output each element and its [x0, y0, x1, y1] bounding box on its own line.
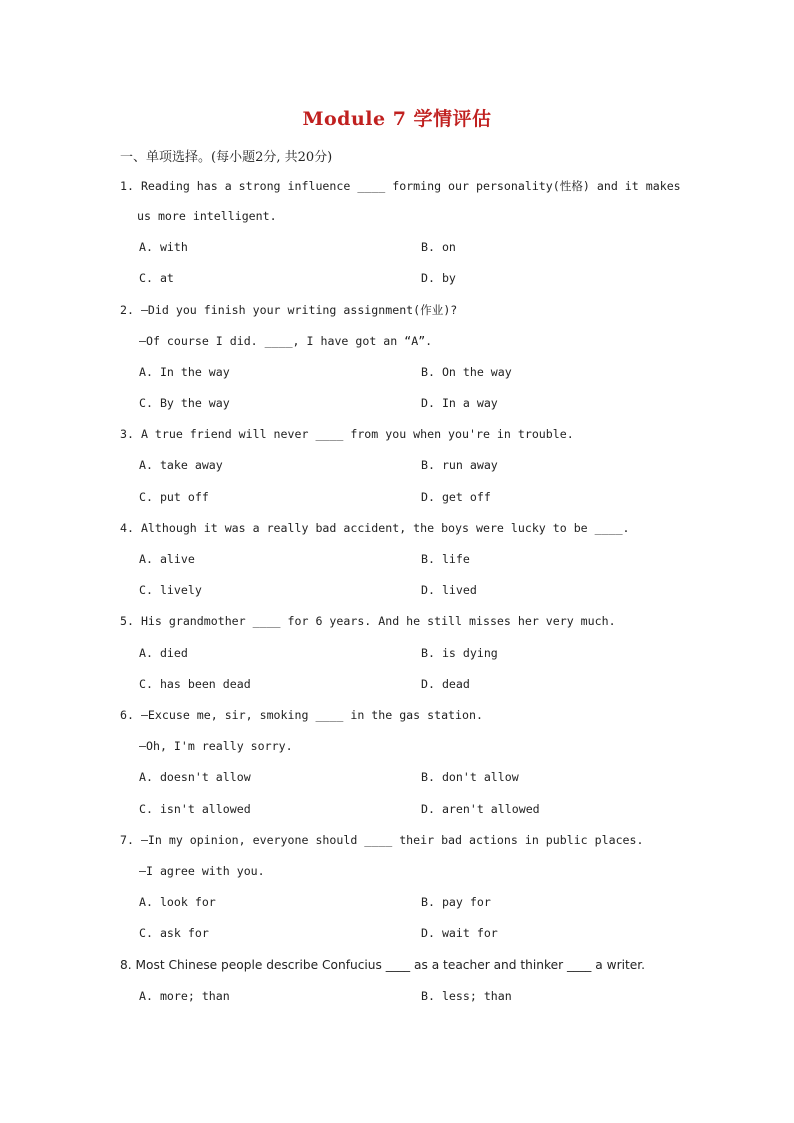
- question-4-option-b: B. life: [421, 552, 470, 566]
- question-6-stem: 6. —Excuse me, sir, smoking ____ in the gas station.: [120, 708, 483, 722]
- question-6-option-c: C. isn't allowed: [139, 802, 251, 816]
- question-5-option-b: B. is dying: [421, 646, 498, 660]
- question-6-option-b: B. don't allow: [421, 770, 519, 784]
- question-4-option-d: D. lived: [421, 583, 477, 597]
- question-1-stem: 1. Reading has a strong influence ____ forming our personality(性格) and it makes: [120, 179, 681, 193]
- question-8-stem: 8. Most Chinese people describe Confucius ____ as a teacher and thinker ____ a writer.: [120, 958, 646, 972]
- question-7-stem: 7. —In my opinion, everyone should ____ their bad actions in public places.: [120, 833, 644, 847]
- question-6-option-a: A. doesn't allow: [139, 770, 251, 784]
- question-2-reply: —Of course I did. ____, I have got an “A”.: [139, 334, 433, 348]
- question-5-option-a: A. died: [139, 646, 188, 660]
- question-8-option-a: A. more; than: [139, 989, 230, 1003]
- question-3-option-d: D. get off: [421, 490, 491, 504]
- question-6-option-d: D. aren't allowed: [421, 802, 540, 816]
- question-1-stem-continued: us more intelligent.: [137, 209, 277, 223]
- question-1-option-c: C. at: [139, 271, 174, 285]
- question-2-option-b: B. On the way: [421, 365, 512, 379]
- page-title: Module 7 学情评估: [302, 108, 492, 130]
- question-4-stem: 4. Although it was a really bad accident, the boys were lucky to be ____.: [120, 521, 630, 535]
- question-7-option-d: D. wait for: [421, 926, 498, 940]
- question-5-stem: 5. His grandmother ____ for 6 years. And he still misses her very much.: [120, 614, 616, 628]
- question-7-reply: —I agree with you.: [139, 864, 265, 878]
- question-3-option-c: C. put off: [139, 490, 209, 504]
- question-7-option-c: C. ask for: [139, 926, 209, 940]
- question-4-option-a: A. alive: [139, 552, 195, 566]
- question-1-option-b: B. on: [421, 240, 456, 254]
- question-2-option-c: C. By the way: [139, 396, 230, 410]
- question-2-option-a: A. In the way: [139, 365, 230, 379]
- question-5-option-c: C. has been dead: [139, 677, 251, 691]
- question-6-reply: —Oh, I'm really sorry.: [139, 739, 293, 753]
- question-3-option-b: B. run away: [421, 458, 498, 472]
- section-header: 一、单项选择。(每小题2分, 共20分): [120, 150, 333, 165]
- question-3-option-a: A. take away: [139, 458, 223, 472]
- question-3-stem: 3. A true friend will never ____ from you when you're in trouble.: [120, 427, 574, 441]
- question-7-option-b: B. pay for: [421, 895, 491, 909]
- question-5-option-d: D. dead: [421, 677, 470, 691]
- question-7-option-a: A. look for: [139, 895, 216, 909]
- question-8-option-b: B. less; than: [421, 989, 512, 1003]
- question-1-option-a: A. with: [139, 240, 188, 254]
- question-2-option-d: D. In a way: [421, 396, 498, 410]
- question-2-stem: 2. —Did you finish your writing assignment(作业)?: [120, 303, 458, 317]
- question-1-option-d: D. by: [421, 271, 456, 285]
- question-4-option-c: C. lively: [139, 583, 202, 597]
